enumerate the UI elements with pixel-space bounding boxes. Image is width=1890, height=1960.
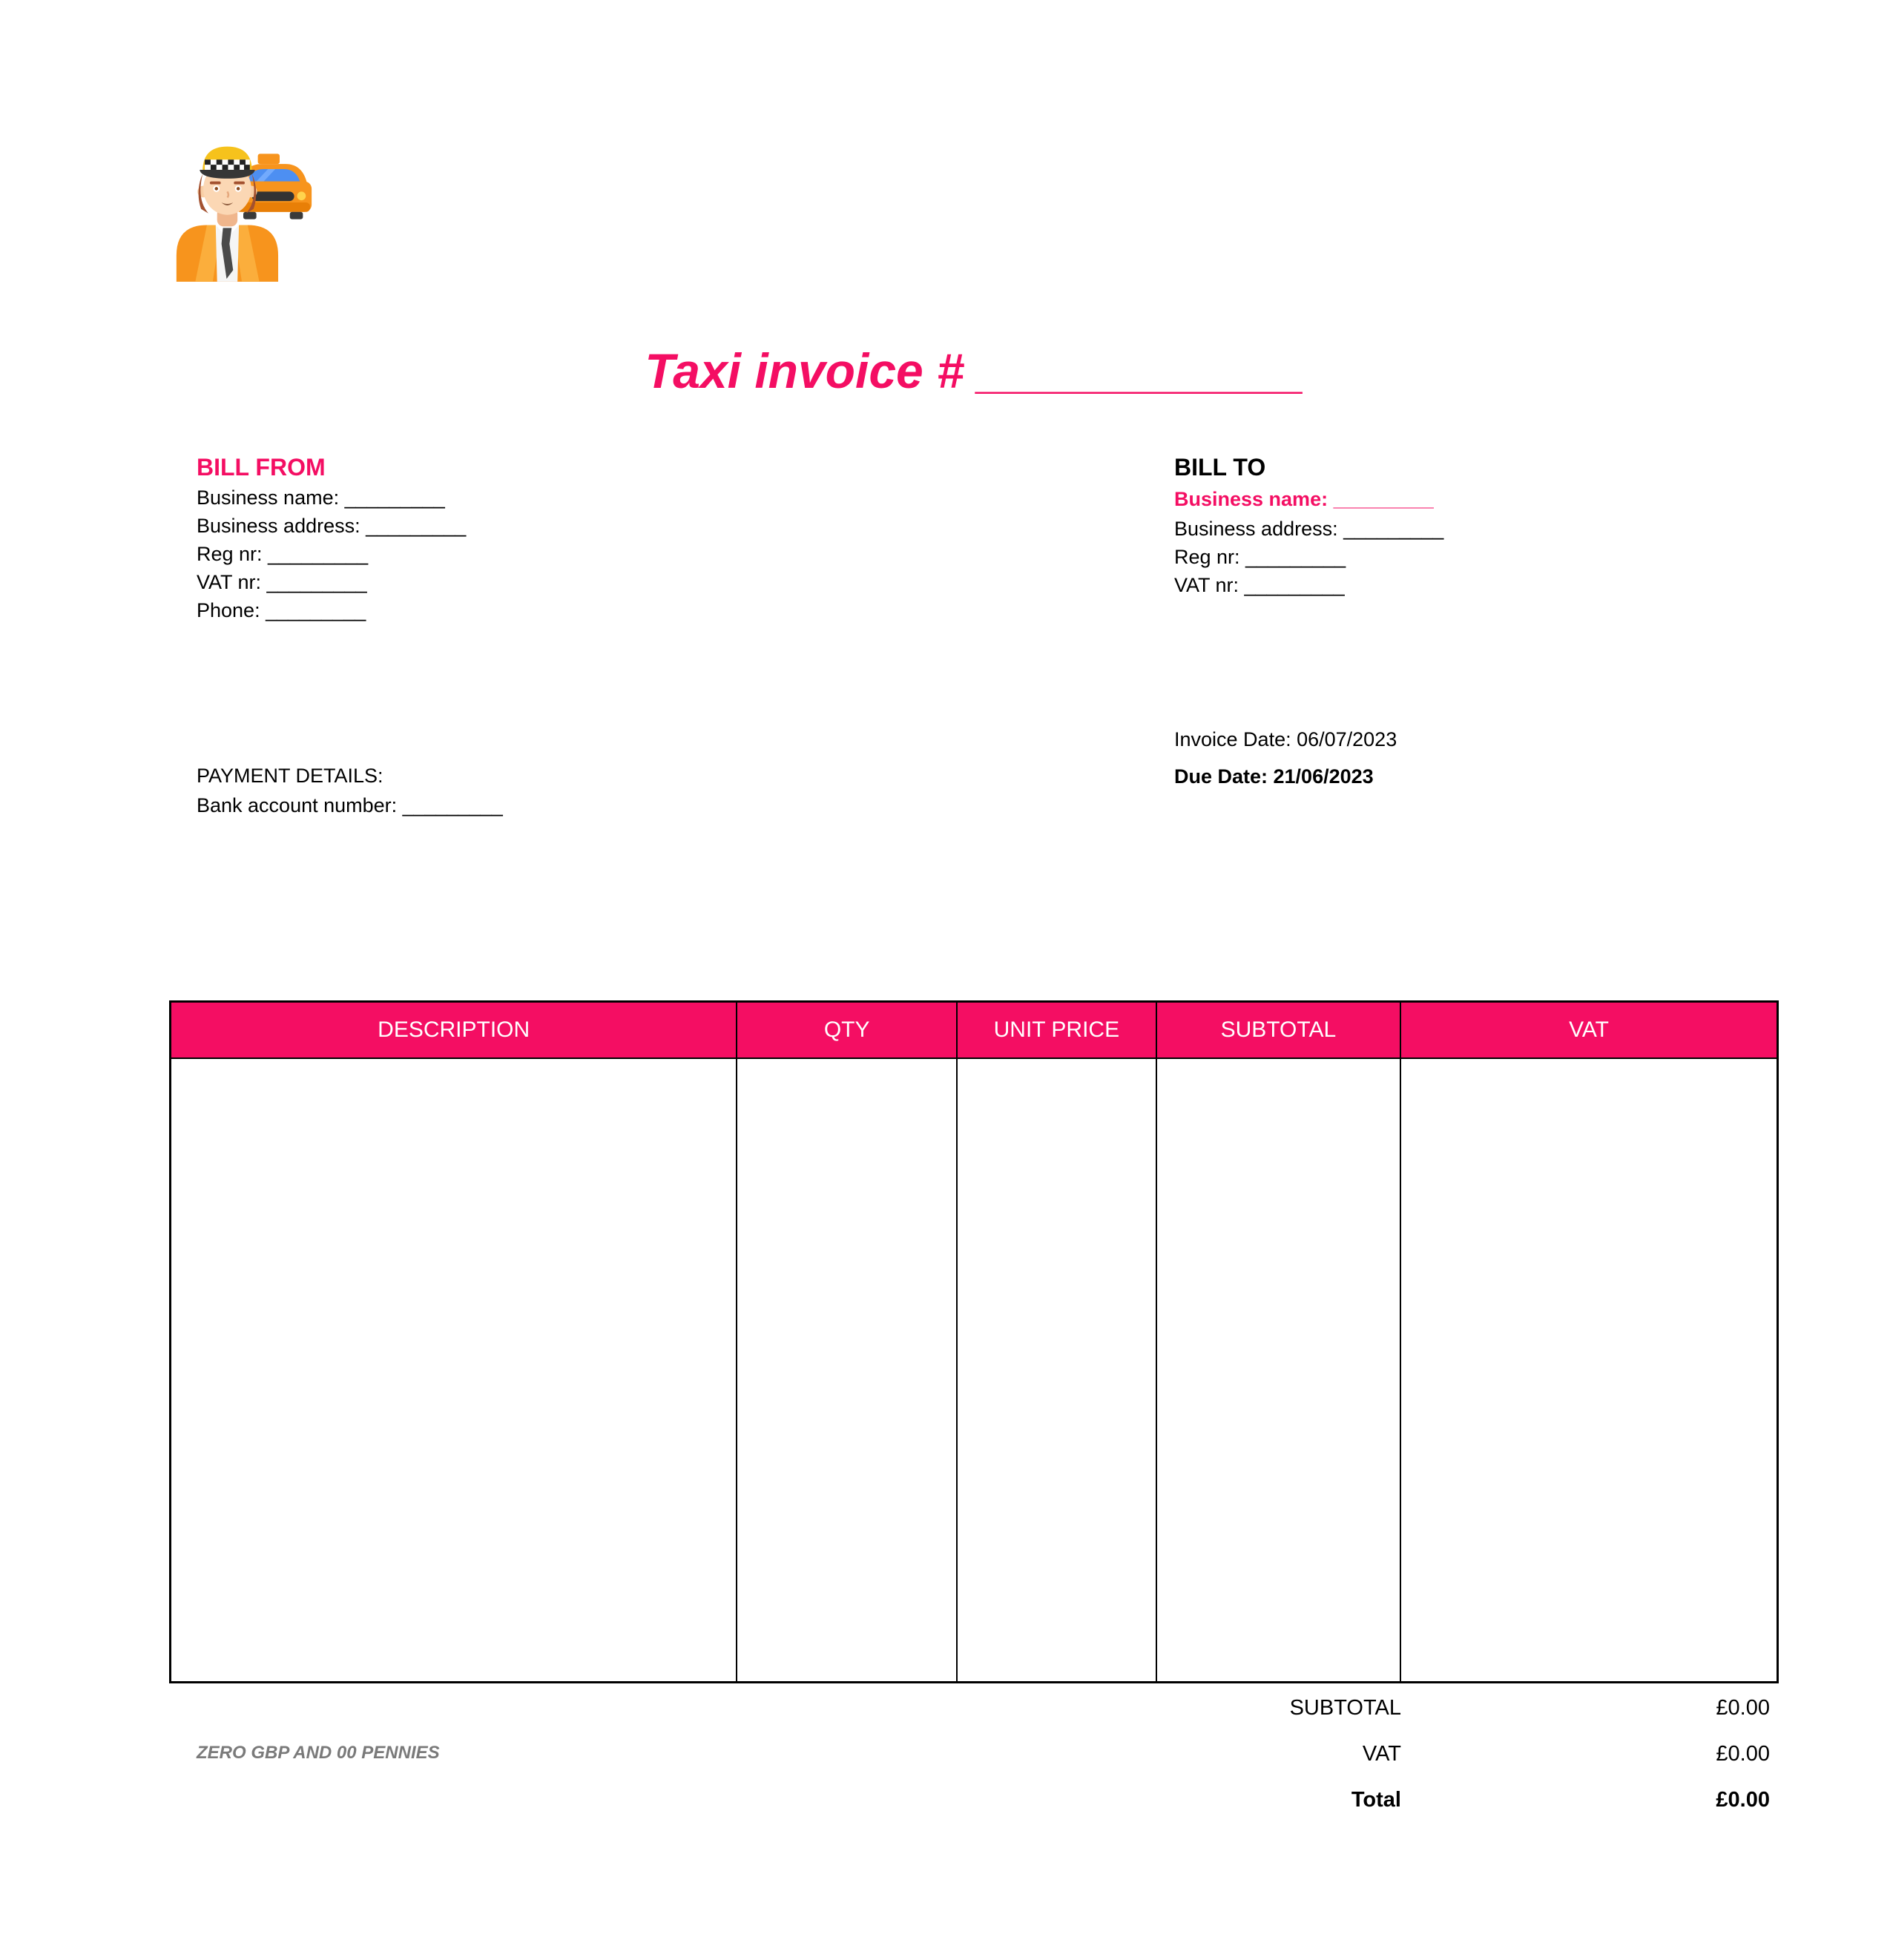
items-table-empty-row: [171, 1058, 1778, 1683]
dates-section: [1174, 725, 1397, 791]
payment-details-section: [197, 761, 503, 820]
column-header-unit-price: UNIT PRICE: [957, 1002, 1156, 1059]
cell-subtotal: [1156, 1058, 1400, 1683]
bill-from-heading: BILL FROM: [197, 454, 326, 481]
bank-account-line: Bank account number: _________: [197, 794, 503, 816]
bill-from-section: [197, 451, 466, 624]
column-header-qty: QTY: [737, 1002, 957, 1059]
due-date: Due Date: 21/06/2023: [1174, 765, 1374, 788]
payment-details-heading: PAYMENT DETAILS:: [197, 765, 383, 787]
amount-in-words: ZERO GBP AND 00 PENNIES: [197, 1743, 440, 1763]
vat-value: £0.00: [1716, 1741, 1770, 1766]
bill-from-phone: Phone: _________: [197, 599, 366, 621]
bill-to-business-name: Business name: _________: [1174, 488, 1434, 510]
column-header-vat: VAT: [1400, 1002, 1777, 1059]
subtotal-row: [169, 1685, 1779, 1731]
column-header-subtotal: SUBTOTAL: [1156, 1002, 1400, 1059]
bill-from-reg-nr: Reg nr: _________: [197, 543, 369, 565]
total-value: £0.00: [1716, 1787, 1770, 1812]
subtotal-label: SUBTOTAL: [1289, 1695, 1401, 1720]
cell-vat: [1400, 1058, 1777, 1683]
column-header-description: DESCRIPTION: [171, 1002, 737, 1059]
cell-qty: [737, 1058, 957, 1683]
bill-from-vat-nr: VAT nr: _________: [197, 571, 367, 593]
bill-to-section: [1174, 451, 1443, 599]
bill-to-reg-nr: Reg nr: _________: [1174, 546, 1346, 568]
bill-to-heading: BILL TO: [1174, 454, 1266, 481]
items-table-header-row: [171, 1002, 1778, 1059]
subtotal-value: £0.00: [1716, 1695, 1770, 1720]
total-label: Total: [1351, 1787, 1401, 1812]
total-row: [169, 1777, 1779, 1823]
invoice-date: Invoice Date: 06/07/2023: [1174, 728, 1397, 750]
taxi-driver-icon: [171, 128, 316, 282]
cell-unit-price: [957, 1058, 1156, 1683]
invoice-title: Taxi invoice # ____________: [645, 343, 1305, 398]
taxi-driver-logo: [171, 128, 316, 282]
items-table: [169, 1000, 1779, 1683]
vat-label: VAT: [1362, 1741, 1401, 1766]
bill-to-business-address: Business address: _________: [1174, 518, 1444, 540]
bill-from-business-address: Business address: _________: [197, 515, 467, 537]
bill-to-vat-nr: VAT nr: _________: [1174, 574, 1345, 596]
cell-description: [171, 1058, 737, 1683]
bill-from-business-name: Business name: _________: [197, 486, 445, 509]
